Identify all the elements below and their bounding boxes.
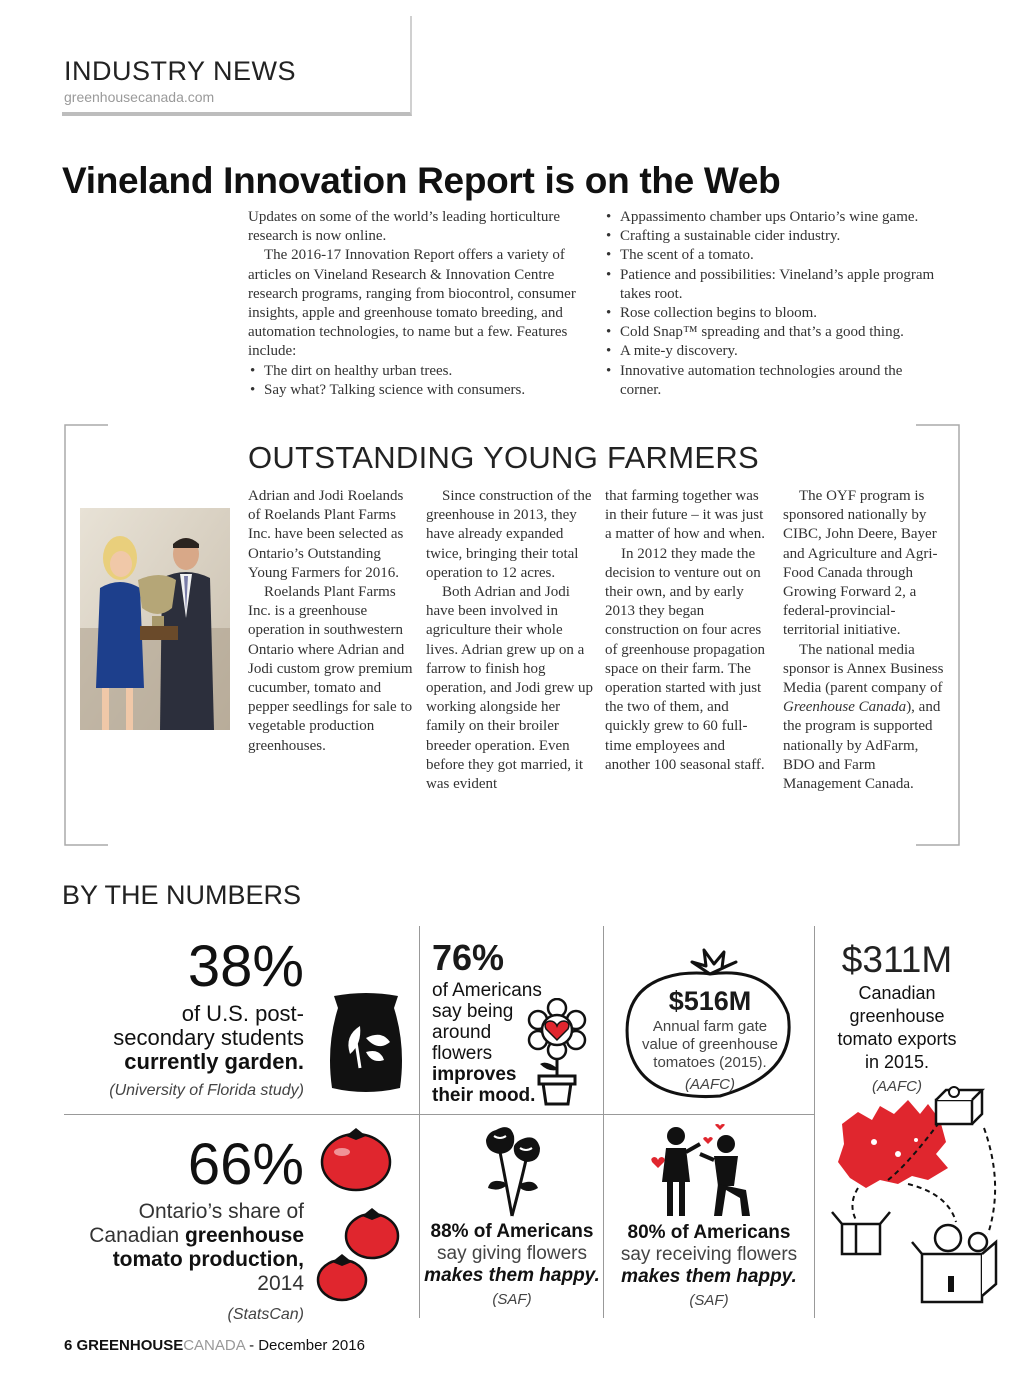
oyf-col-4	[783, 487, 951, 794]
oyf-para: In 2012 they made the decision to venture out on their own, and by early 2013 they began construction on four acres of greenhouse propagation space on their farm. The operation started with just the two of them, and quickly grew to 60 full-time employees and another 100 seasonal staff.	[605, 545, 765, 773]
farmers-photo	[80, 508, 230, 730]
stat-source: (University of Florida study)	[109, 1082, 304, 1099]
stat-line: say receiving flowers	[620, 1244, 798, 1265]
article-para: The 2016-17 Innovation Report offers a variety of articles on Vineland Research & Innovation Centre research programs, ranging from biocontrol, consumer insights, apple and greenhouse tomato breeding, and automation technologies, to name but a few. Features include:	[248, 247, 576, 360]
list-item: • Say what? Talking science with consumers.	[248, 381, 588, 400]
stat-line: say being	[432, 1001, 514, 1022]
article-col-left	[248, 208, 588, 400]
oyf-col-2	[426, 487, 594, 794]
stat-80	[604, 1222, 814, 1309]
roses-icon	[480, 1122, 546, 1218]
stat-source: (StatsCan)	[227, 1306, 304, 1323]
oyf-para: Adrian and Jodi Roelands of Roelands Plant Farms Inc. have been selected as Ontario’s Outstanding Young Farmers for 2016.	[248, 488, 404, 581]
stat-line: currently garden.	[124, 1049, 304, 1074]
stat-value: $516M	[668, 986, 752, 1016]
stat-text: greenhouse	[184, 1224, 304, 1247]
stat-text: tomato production,	[112, 1248, 304, 1271]
stat-value: $311M	[841, 939, 953, 980]
stat-value: 66%	[187, 1132, 304, 1197]
list-item: • A mite-y discovery.	[604, 342, 944, 361]
oyf-para	[783, 641, 951, 795]
article-headline: Vineland Innovation Report is on the Web	[62, 160, 781, 201]
stat-source: (SAF)	[689, 1292, 729, 1309]
stat-line: 80% of Americans	[627, 1222, 791, 1243]
footer-date: - December 2016	[249, 1337, 365, 1354]
stat-value: 76%	[432, 937, 505, 978]
list-item: • Innovative automation technologies around the corner.	[604, 362, 944, 400]
feature-list	[248, 362, 588, 400]
heart-flower-pot-icon	[526, 998, 588, 1106]
article-para: Updates on some of the world’s leading horticulture research is now online.	[248, 209, 561, 245]
stat-line: secondary students	[113, 1025, 304, 1050]
stat-line: of U.S. post-	[181, 1001, 304, 1026]
stat-line	[64, 1224, 304, 1248]
oyf-title: OUTSTANDING YOUNG FARMERS	[248, 440, 760, 475]
list-item: • Patience and possibilities: Vineland’s apple program takes root.	[604, 266, 944, 304]
article-col-right	[604, 208, 944, 400]
stat-line: greenhouse	[849, 1006, 945, 1026]
stat-311m	[816, 938, 978, 1095]
numbers-title: BY THE NUMBERS	[62, 880, 302, 910]
stat-line: of Americans	[432, 980, 542, 1001]
oyf-para: Since construction of the greenhouse in 2013, they have already expanded twice, bringing their total operation to 12 acres.	[426, 488, 592, 581]
couple-proposal-icon	[650, 1124, 758, 1220]
list-item: • Rose collection begins to bloom.	[604, 304, 944, 323]
oyf-para: Roelands Plant Farms Inc. is a greenhouse operation in southwestern Ontario where Adrian and Jodi custom grow premium cucumber, tomato and pepper seedlings for sale to vegetable production greenhouses.	[248, 584, 413, 754]
stat-line	[64, 1248, 304, 1296]
stat-text: Canadian	[89, 1224, 185, 1247]
section-label: INDUSTRY NEWS	[64, 56, 297, 86]
stat-line: Canadian	[858, 983, 936, 1003]
stat-line: tomato exports	[837, 1029, 957, 1049]
stat-line: say giving flowers	[437, 1243, 587, 1264]
canada-export-map-icon	[828, 1084, 1004, 1310]
list-item: • The dirt on healthy urban trees.	[248, 362, 588, 381]
stat-38	[64, 932, 304, 1100]
grid-divider	[64, 1114, 814, 1115]
grid-divider	[814, 926, 815, 1318]
stat-line: improves	[432, 1064, 517, 1085]
oyf-col-3	[605, 487, 773, 775]
stat-line: flowers	[432, 1043, 493, 1064]
stat-line: around	[432, 1022, 492, 1043]
stat-66	[64, 1130, 304, 1324]
stat-line: Annual farm gate	[652, 1018, 768, 1035]
oyf-para: that farming together was in their future – it was just a matter of how and when.	[605, 488, 765, 543]
stat-source: (AAFC)	[685, 1076, 735, 1093]
stat-line: tomatoes (2015).	[653, 1054, 767, 1071]
list-item: • Appassimento chamber ups Ontario’s wine game.	[604, 208, 944, 227]
oyf-para: Both Adrian and Jodi have been involved in agriculture their whole lives. Adrian grew up on a farrow to finish hog operation, and Jodi grew up working alongside her family on their broiler breeder operation. Even before they got married, it was evident	[426, 584, 594, 793]
stat-line: makes them happy.	[621, 1266, 797, 1287]
stat-516m	[620, 984, 800, 1093]
feature-list	[604, 208, 944, 400]
site-url: greenhousecanada.com	[64, 89, 215, 105]
stat-source: (AAFC)	[872, 1078, 922, 1095]
list-item: • Cold Snap™ spreading and that’s a good thing.	[604, 323, 944, 342]
publication-name: Greenhouse Canada	[783, 699, 907, 716]
soil-bag-icon	[320, 990, 412, 1096]
stat-line: 88% of Americans	[430, 1221, 594, 1242]
oyf-text: The national media sponsor is Annex Business Media (parent company of	[783, 641, 944, 697]
stat-text: 2014	[257, 1272, 304, 1295]
stat-line: makes them happy.	[424, 1265, 600, 1286]
list-item: • The scent of a tomato.	[604, 246, 944, 265]
footer-brand: CANADA	[183, 1337, 245, 1354]
stat-line: their mood.	[432, 1085, 536, 1106]
oyf-para: The OYF program is sponsored nationally by CIBC, John Deere, Bayer and Agriculture and Agri-Food Canada through Growing Forward 2, a federal-provincial-territorial initiative.	[783, 488, 938, 639]
stat-line: in 2015.	[864, 1052, 930, 1072]
stat-line: Ontario’s share of	[138, 1200, 304, 1223]
footer-brand: GREENHOUSE	[76, 1337, 184, 1354]
list-item: • Crafting a sustainable cider industry.	[604, 227, 944, 246]
stat-value: 38%	[187, 934, 304, 999]
oyf-col-1	[248, 487, 416, 756]
tomatoes-icon	[312, 1128, 412, 1308]
stat-88	[420, 1221, 604, 1308]
oyf-text: ), and the program is supported nationally by AdFarm, BDO and Farm Management Canada.	[783, 699, 941, 793]
page-footer	[64, 1337, 365, 1354]
page-number: 6	[64, 1337, 73, 1354]
stat-line: value of greenhouse	[642, 1036, 778, 1053]
stat-source: (SAF)	[492, 1291, 532, 1308]
